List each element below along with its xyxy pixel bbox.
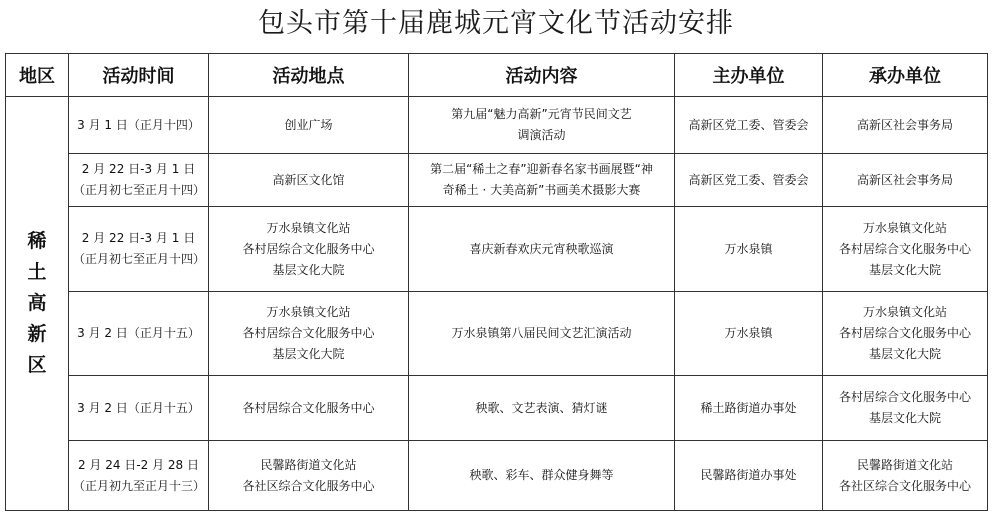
location-cell [209, 376, 409, 441]
time-text: 3 月 2 日（正月十五） [77, 326, 200, 340]
organizer-cell [823, 292, 988, 376]
table-row [6, 292, 988, 376]
time-cell [69, 292, 209, 376]
organizer-text: 万水泉镇文化站 [862, 220, 947, 235]
content-text: 调演活动 [517, 128, 566, 142]
location-text: 创业广场 [284, 117, 333, 132]
time-cell [69, 207, 209, 292]
location-text: 基层文化大院 [272, 347, 345, 361]
host-text: 高新区党工委、管委会 [688, 172, 809, 187]
location-text: 民馨路街道文化站 [260, 457, 357, 472]
page-title: 包头市第十届鹿城元宵文化节活动安排 [258, 8, 734, 39]
time-text: （正月初七至正月十四） [73, 183, 206, 197]
time-text: （正月初九至正月十三） [73, 478, 206, 493]
organizer-cell [823, 441, 988, 511]
location-text: 各村居综合文化服务中心 [242, 326, 375, 340]
header-location: 活动地点 [209, 54, 409, 97]
host-cell [675, 97, 823, 154]
organizer-text: 各村居综合文化服务中心 [838, 241, 971, 256]
location-text: 各村居综合文化服务中心 [242, 400, 375, 415]
time-text: 3 月 1 日（正月十四） [77, 117, 200, 132]
time-text: 3 月 2 日（正月十五） [77, 400, 200, 415]
host-cell [675, 154, 823, 207]
content-cell [409, 207, 675, 292]
host-cell [675, 292, 823, 376]
organizer-text: 各村居综合文化服务中心 [838, 326, 971, 340]
content-text: 秧歌、彩车、群众健身舞等 [469, 468, 614, 482]
organizer-cell [823, 376, 988, 441]
content-text: 万水泉镇第八届民间文艺汇演活动 [451, 326, 632, 340]
host-text: 高新区党工委、管委会 [688, 117, 809, 132]
time-text: 2 月 24 日-2 月 28 日 [77, 457, 200, 472]
time-text: 2 月 22 日-3 月 1 日 [81, 231, 196, 245]
organizer-text: 基层文化大院 [868, 411, 941, 425]
location-text: 万水泉镇文化站 [266, 220, 351, 235]
organizer-cell [823, 154, 988, 207]
location-text: 各村居综合文化服务中心 [242, 241, 375, 256]
header-region: 地区 [6, 54, 69, 97]
time-cell [69, 97, 209, 154]
content-text: 第二届“稀土之春”迎新春名家书画展暨“神 [430, 162, 653, 176]
region-cell [6, 97, 69, 511]
header-time: 活动时间 [69, 54, 209, 97]
time-text: 2 月 22 日-3 月 1 日 [81, 162, 196, 176]
header-content: 活动内容 [409, 54, 675, 97]
time-cell [69, 154, 209, 207]
content-text: 第九届“魅力高新”元宵节民间文艺 [451, 107, 632, 121]
time-cell [69, 376, 209, 441]
location-cell [209, 292, 409, 376]
schedule-table [5, 53, 988, 511]
organizer-text: 基层文化大院 [868, 347, 941, 361]
content-cell [409, 441, 675, 511]
header-organizer: 承办单位 [823, 54, 988, 97]
organizer-text: 高新区社会事务局 [856, 117, 953, 132]
location-cell [209, 154, 409, 207]
region-char: 稀 [27, 230, 47, 252]
host-text: 万水泉镇 [724, 241, 773, 256]
region-char: 高 [27, 292, 47, 314]
time-text: （正月初七至正月十四） [73, 252, 206, 266]
content-cell [409, 154, 675, 207]
region-char: 新 [27, 323, 47, 345]
organizer-text: 万水泉镇文化站 [862, 305, 947, 319]
location-text: 万水泉镇文化站 [266, 305, 351, 319]
table-row [6, 154, 988, 207]
host-text: 民馨路街道办事处 [700, 468, 797, 482]
organizer-text: 民馨路街道文化站 [856, 457, 953, 472]
location-text: 高新区文化馆 [272, 172, 345, 187]
host-cell [675, 441, 823, 511]
location-cell [209, 441, 409, 511]
content-text: 奇稀土 · 大美高新”书画美术摄影大赛 [442, 183, 641, 197]
location-cell [209, 207, 409, 292]
region-char: 土 [27, 261, 47, 283]
host-cell [675, 207, 823, 292]
content-cell [409, 97, 675, 154]
organizer-text: 各社区综合文化服务中心 [838, 478, 971, 493]
content-cell [409, 376, 675, 441]
location-text: 基层文化大院 [272, 262, 345, 277]
location-text: 各社区综合文化服务中心 [242, 478, 375, 493]
content-cell [409, 292, 675, 376]
table-row [6, 207, 988, 292]
table-header-row [6, 54, 988, 97]
organizer-cell [823, 207, 988, 292]
table-row [6, 97, 988, 154]
location-cell [209, 97, 409, 154]
time-cell [69, 441, 209, 511]
organizer-text: 基层文化大院 [868, 262, 941, 277]
table-row [6, 376, 988, 441]
host-cell [675, 376, 823, 441]
organizer-text: 各村居综合文化服务中心 [838, 390, 971, 404]
host-text: 万水泉镇 [724, 326, 773, 340]
content-text: 喜庆新春欢庆元宵秧歌巡演 [469, 241, 614, 256]
host-text: 稀土路街道办事处 [700, 400, 797, 415]
organizer-text: 高新区社会事务局 [856, 172, 953, 187]
region-char: 区 [27, 354, 47, 376]
organizer-cell [823, 97, 988, 154]
content-text: 秧歌、文艺表演、猜灯谜 [475, 400, 608, 415]
table-row [6, 441, 988, 511]
header-host: 主办单位 [675, 54, 823, 97]
